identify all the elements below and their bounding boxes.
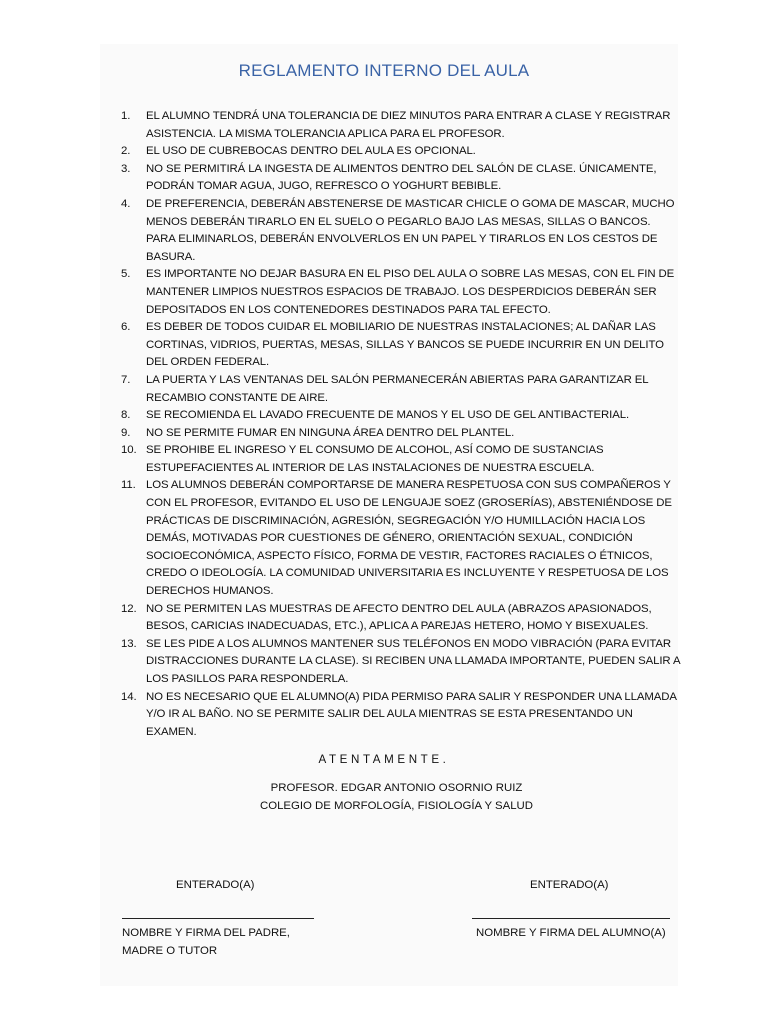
signature-label-left-line1: NOMBRE Y FIRMA DEL PADRE,	[122, 927, 290, 939]
rule-number: 13.	[121, 637, 137, 650]
rule-number: 12.	[121, 602, 137, 615]
teacher-block	[0, 780, 768, 815]
rule-text: EL USO DE CUBREBOCAS DENTRO DEL AULA ES OPCIONAL.	[146, 145, 476, 158]
rule-item	[121, 442, 681, 477]
rule-item	[121, 108, 681, 143]
rule-item	[121, 143, 681, 161]
rule-item	[121, 196, 681, 266]
teacher-name: PROFESOR. EDGAR ANTONIO OSORNIO RUIZ	[270, 782, 523, 794]
signature-label-right: NOMBRE Y FIRMA DEL ALUMNO(A)	[476, 927, 666, 939]
rule-number: 2.	[121, 145, 131, 158]
rule-item	[121, 372, 681, 407]
rule-number: 10.	[121, 444, 137, 457]
rule-number: 4.	[121, 197, 131, 210]
signature-line-left	[122, 918, 314, 919]
rule-text: LA PUERTA Y LAS VENTANAS DEL SALÓN PERMANECERÁN ABIERTAS PARA GARANTIZAR EL RECAMBIO CONSTANTE DE AIRE.	[146, 373, 649, 404]
teacher-college: COLEGIO DE MORFOLOGÍA, FISIOLOGÍA Y SALUD	[259, 799, 534, 812]
rule-number: 9.	[121, 426, 131, 439]
rule-text: EL ALUMNO TENDRÁ UNA TOLERANCIA DE DIEZ MINUTOS PARA ENTRAR A CLASE Y REGISTRAR ASISTENCIA. LA MISMA TOLERANCIA APLICA PARA EL PROFESOR.	[146, 110, 671, 140]
rule-number: 8.	[121, 409, 131, 422]
rule-number: 3.	[121, 162, 131, 175]
closing-text: ATENTAMENTE.	[318, 753, 450, 766]
rule-text: NO SE PERMITEN LAS MUESTRAS DE AFECTO DENTRO DEL AULA (ABRAZOS APASIONADOS, BESOS, CARICIAS INADECUADAS, ETC.), APLICA A PAREJAS HETERO, HOMO Y BISEXUALES.	[146, 602, 652, 633]
rule-item	[121, 601, 681, 636]
signature-line-right	[472, 918, 670, 919]
rule-item	[121, 689, 681, 742]
rule-text: LOS ALUMNOS DEBERÁN COMPORTARSE DE MANERA RESPETUOSA CON SUS COMPAÑEROS Y CON EL PROFESOR, EVITANDO EL USO DE LENGUAJE SOEZ (GROSERÍAS), ABSTENIÉNDOSE DE PRÁCTICAS DE DISCRIMINACIÓN, AGRESIÓN, SEGREGACIÓN Y/O HUMILLACIÓN HACIA LOS DEMÁS, MOTIVADAS POR CUESTIONES DE GÉNERO, ORIENTACIÓN SEXUAL, CONDICIÓN SOCIOECONÓMICA, ASPECTO FÍSICO, FORMA DE VESTIR, FACTORES RACIALES O ÉTNICOS, CREDO O IDEOLOGÍA. LA COMUNIDAD UNIVERSITARIA ES INCLUYENTE Y RESPETUOSA DE LOS DERECHOS HUMANOS.	[146, 479, 672, 598]
rule-number: 1.	[121, 110, 131, 122]
rule-number: 6.	[121, 321, 131, 334]
rule-number: 11.	[121, 479, 136, 492]
document-title: REGLAMENTO INTERNO DEL AULA	[238, 61, 530, 80]
rule-number: 7.	[121, 373, 131, 386]
rule-text: SE RECOMIENDA EL LAVADO FRECUENTE DE MANOS Y EL USO DE GEL ANTIBACTERIAL.	[146, 409, 630, 422]
rule-item	[121, 407, 681, 425]
rule-text: SE LES PIDE A LOS ALUMNOS MANTENER SUS TELÉFONOS EN MODO VIBRACIÓN (PARA EVITAR DISTRACCIONES DURANTE LA CLASE). SI RECIBEN UNA LLAMADA IMPORTANTE, PUEDEN SALIR A LOS PASILLOS PARA RESPONDERLA.	[146, 637, 680, 685]
signature-label-left	[122, 924, 322, 960]
rule-item	[121, 425, 681, 443]
rule-item	[121, 266, 681, 319]
rule-text: SE PROHIBE EL INGRESO Y EL CONSUMO DE ALCOHOL, ASÍ COMO DE SUSTANCIAS ESTUPEFACIENTES AL INTERIOR DE LAS INSTALACIONES DE NUESTRA ESCUELA.	[146, 444, 604, 474]
rule-text: NO ES NECESARIO QUE EL ALUMNO(A) PIDA PERMISO PARA SALIR Y RESPONDER UNA LLAMADA Y/O IR AL BAÑO. NO SE PERMITE SALIR DEL AULA MIENTRAS SE ESTA PRESENTANDO UN EXAMEN.	[146, 690, 677, 738]
rule-text: ES DEBER DE TODOS CUIDAR EL MOBILIARIO DE NUESTRAS INSTALACIONES; AL DAÑAR LAS CORTINAS, VIDRIOS, PUERTAS, MESAS, SILLAS Y BANCOS SE PUEDE INCURRIR EN UN DELITO DEL ORDEN FEDERAL.	[146, 321, 664, 369]
rules-list	[121, 108, 681, 741]
rule-text: NO SE PERMITE FUMAR EN NINGUNA ÁREA DENTRO DEL PLANTEL.	[146, 426, 515, 439]
rule-item	[121, 161, 681, 196]
rule-number: 5.	[121, 268, 131, 281]
rule-item	[121, 477, 681, 600]
enterado-right-label: ENTERADO(A)	[530, 879, 609, 891]
rule-text: NO SE PERMITIRÁ LA INGESTA DE ALIMENTOS DENTRO DEL SALÓN DE CLASE. ÚNICAMENTE, PODRÁN TOMAR AGUA, JUGO, REFRESCO O YOGHURT BEBIBLE.	[146, 162, 657, 193]
rule-item	[121, 636, 681, 689]
rule-item	[121, 319, 681, 372]
rule-text: ES IMPORTANTE NO DEJAR BASURA EN EL PISO DEL AULA O SOBRE LAS MESAS, CON EL FIN DE MANTENER LIMPIOS NUESTROS ESPACIOS DE TRABAJO. LOS DESPERDICIOS DEBERÁN SER DEPOSITADOS EN LOS CONTENEDORES DESTINADOS PARA TAL EFECTO.	[146, 268, 675, 316]
enterado-left-label: ENTERADO(A)	[176, 879, 255, 891]
signature-label-left-line2: MADRE O TUTOR	[122, 945, 218, 957]
rule-number: 14.	[121, 690, 137, 703]
rule-text: DE PREFERENCIA, DEBERÁN ABSTENERSE DE MASTICAR CHICLE O GOMA DE MASCAR, MUCHO MENOS DEBERÁN TIRARLO EN EL SUELO O PEGARLO BAJO LAS MESAS, SILLAS O BANCOS. PARA ELIMINARLOS, DEBERÁN ENVOLVERLOS EN UN PAPEL Y TIRARLOS EN LOS CESTOS DE BASURA.	[146, 197, 675, 263]
